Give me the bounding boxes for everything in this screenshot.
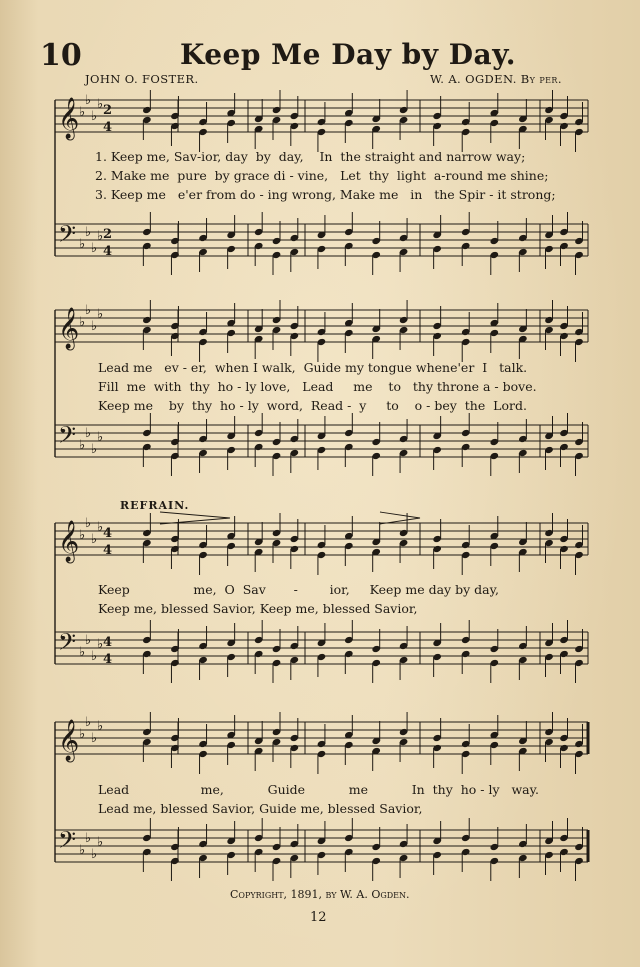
flat-icon: ♭ (91, 241, 98, 256)
flat-icon: ♭ (97, 430, 104, 445)
flat-icon: ♭ (79, 237, 86, 252)
verse-3-line-2: Keep me by thy ho - ly word, Read - y to o - bey the Lord. (98, 398, 527, 413)
flat-icon: ♭ (97, 835, 104, 850)
time-signature-bottom: 4 (103, 543, 113, 558)
flat-icon: ♭ (85, 516, 92, 531)
flat-icon: ♭ (97, 97, 104, 112)
bass-clef-icon: 𝄢 (58, 421, 77, 454)
time-signature-top: 4 (103, 526, 113, 541)
flat-icon: ♭ (79, 105, 86, 120)
flat-icon: ♭ (91, 319, 98, 334)
bass-clef-icon: 𝄢 (58, 826, 77, 859)
treble-clef-icon: 𝄞 (58, 308, 80, 349)
bass-clef-icon: 𝄢 (58, 220, 77, 253)
flat-icon: ♭ (91, 109, 98, 124)
bass-clef-icon: 𝄢 (58, 628, 77, 661)
flat-icon: ♭ (97, 520, 104, 535)
refrain-line-2-bottom: Lead me, blessed Savior, Guide me, blessed Savior, (98, 801, 423, 816)
decrescendo-mark (160, 512, 230, 524)
verse-2-line-2: Fill me with thy ho - ly love, Lead me to thy throne a - bove. (98, 379, 537, 394)
flat-icon: ♭ (85, 426, 92, 441)
refrain-line-1-top: Keep me, O Sav - ior, Keep me day by day, (98, 582, 499, 597)
treble-clef-icon: 𝄞 (58, 98, 80, 139)
lyricist: JOHN O. FOSTER. (85, 72, 199, 86)
refrain-line-1-bottom: Keep me, blessed Savior, Keep me, blessed Savior, (98, 601, 418, 616)
flat-icon: ♭ (97, 229, 104, 244)
verse-1-line-1: 1. Keep me, Sav-ior, day by day, In the straight and narrow way; (95, 149, 526, 164)
flat-icon: ♭ (97, 307, 104, 322)
treble-clef-icon: 𝄞 (58, 521, 80, 562)
flat-icon: ♭ (79, 645, 86, 660)
time-signature-bottom: 4 (103, 244, 113, 259)
flat-icon: ♭ (85, 715, 92, 730)
flat-icon: ♭ (85, 633, 92, 648)
refrain-line-2-top: Lead me, Guide me In thy ho - ly way. (98, 782, 539, 797)
flat-icon: ♭ (91, 847, 98, 862)
flat-icon: ♭ (79, 315, 86, 330)
flat-icon: ♭ (79, 727, 86, 742)
flat-icon: ♭ (91, 649, 98, 664)
flat-icon: ♭ (79, 528, 86, 543)
verse-2-line-1: 2. Make me pure by grace di - vine, Let thy light a-round me shine; (95, 168, 549, 183)
hymn-title: Keep Me Day by Day. (180, 38, 516, 71)
flat-icon: ♭ (85, 303, 92, 318)
flat-icon: ♭ (85, 831, 92, 846)
flat-icon: ♭ (91, 532, 98, 547)
copyright: Copyright, 1891, by W. A. Ogden. (230, 888, 410, 901)
time-signature-top: 4 (103, 635, 113, 650)
flat-icon: ♭ (85, 93, 92, 108)
page-number: 12 (310, 910, 327, 925)
flat-icon: ♭ (79, 843, 86, 858)
flat-icon: ♭ (91, 442, 98, 457)
flat-icon: ♭ (85, 225, 92, 240)
verse-3-line-1: 3. Keep me e'er from do - ing wrong, Make me in the Spir - it strong; (95, 187, 556, 202)
time-signature-bottom: 4 (103, 652, 113, 667)
hymn-number: 10 (40, 38, 82, 73)
time-signature-top: 2 (103, 227, 113, 242)
treble-clef-icon: 𝄞 (58, 720, 80, 761)
flat-icon: ♭ (97, 637, 104, 652)
time-signature-bottom: 4 (103, 120, 113, 135)
flat-icon: ♭ (97, 719, 104, 734)
flat-icon: ♭ (91, 731, 98, 746)
time-signature-top: 2 (103, 103, 113, 118)
refrain-label: REFRAIN. (120, 499, 190, 512)
verse-1-line-2: Lead me ev - er, when I walk, Guide my tongue whene'er I talk. (98, 360, 528, 375)
flat-icon: ♭ (79, 438, 86, 453)
composer: W. A. OGDEN. By per. (430, 72, 562, 86)
decrescendo-mark (380, 512, 420, 524)
